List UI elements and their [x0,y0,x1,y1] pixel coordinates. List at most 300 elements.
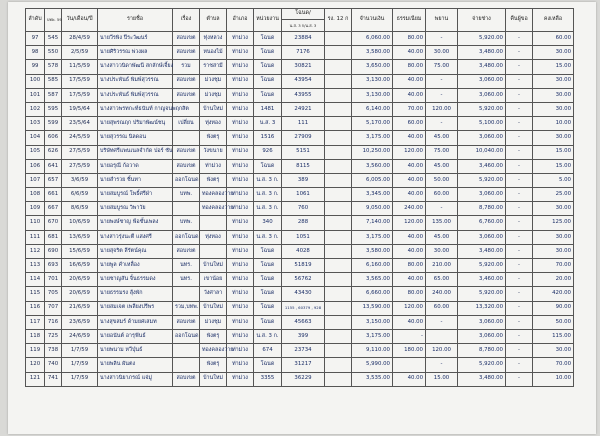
header-order: ลำดับ [26,9,45,32]
subject-cell: นทร. [173,273,200,287]
misc-cell: 15.00 [426,372,458,386]
tambon-cell [200,244,227,258]
balance-cell: 15.00 [533,145,574,159]
fee-cell: 120.00 [393,301,426,315]
tambon-cell: พังตรุ [200,131,227,145]
amphoe-cell: ท่าม่วง [227,74,254,88]
tambon-cell: วังขนาย [200,145,227,159]
date-cell: 24/6/59 [62,329,98,343]
amphoe-cell: ท่าม่วง [227,32,254,46]
name-cell: นางสาววนิดาพัฒนี สกลักษ์เจี้ยง [98,60,173,74]
header-status: คืนผู้ขอ [506,9,533,32]
tambon-cell: ทองคลองวาย [200,344,227,358]
row-number: 118 [26,329,45,343]
amount-cell: 13,590.00 [352,301,393,315]
subject-cell: สอบเขต [173,74,200,88]
deed-cell: 43954 [282,74,325,88]
balance-cell: 30.00 [533,230,574,244]
misc-cell: 120.00 [426,102,458,116]
header-date: วัน/เดือน/ปี [62,9,98,32]
balance-cell: 50.00 [533,315,574,329]
header-name: รายชื่อ [98,9,173,32]
fee-cell [393,358,426,372]
misc-cell: 45.00 [426,159,458,173]
table-row [26,273,574,287]
bill-number: 595 [45,102,62,116]
table-row [26,216,574,230]
bill-number: 667 [45,202,62,216]
date-cell: 1/7/59 [62,344,98,358]
balance-cell: 30.00 [533,74,574,88]
bill-number: 585 [45,74,62,88]
subject-cell: สอบเขต [173,46,200,60]
ref-cell [325,344,352,358]
fee-cell: 40.00 [393,230,426,244]
name-cell: นายพูล คำเหลื่อง [98,259,173,273]
paid-cell: 3,460.00 [458,159,506,173]
row-number: 97 [26,32,45,46]
deed-cell: 23734 [282,344,325,358]
misc-cell: - [426,358,458,372]
office-cell: โฉนด [254,159,282,173]
misc-cell: 120.00 [426,344,458,358]
paid-cell: 10,040.00 [458,145,506,159]
balance-cell: 125.00 [533,216,574,230]
fee-cell: 40.00 [393,88,426,102]
status-cell: - [506,32,533,46]
deed-cell: 56762 [282,273,325,287]
tambon-cell: ม่วงชุม [200,74,227,88]
status-cell: - [506,46,533,60]
name-cell: นายวีรพิง ปีระวัฒนร์ [98,32,173,46]
paid-cell: 3,060.00 [458,188,506,202]
misc-cell: 135.00 [426,216,458,230]
table-row [26,188,574,202]
tambon-cell: ทุ่งหลวง [200,32,227,46]
header-deed-top: โฉนด/ [282,9,325,20]
bill-number: 740 [45,358,62,372]
office-cell: โฉนด [254,358,282,372]
status-cell: - [506,202,533,216]
date-cell: 27/5/59 [62,159,98,173]
misc-cell: 65.00 [426,273,458,287]
status-cell: - [506,216,533,230]
fee-cell: 180.00 [393,344,426,358]
row-number: 105 [26,145,45,159]
misc-cell: 30.00 [426,46,458,60]
paid-cell: 6,760.00 [458,216,506,230]
balance-cell: 30.00 [533,131,574,145]
deed-cell: 23884 [282,32,325,46]
deed-cell: 43955 [282,88,325,102]
amount-cell: 3,130.00 [352,74,393,88]
status-cell: - [506,88,533,102]
amphoe-cell: ท่าม่วง [227,216,254,230]
office-cell: น.ส. 3 ก. [254,188,282,202]
tambon-cell [200,216,227,230]
subject-cell [173,344,200,358]
header-balance: คงเหลือ [533,9,574,32]
amount-cell: 3,535.00 [352,372,393,386]
ref-cell [325,372,352,386]
misc-cell: 50.00 [426,173,458,187]
amount-cell: 5,170.00 [352,117,393,131]
status-cell: - [506,329,533,343]
header-fee: ธรรมเนียม [393,9,426,32]
balance-cell: 70.00 [533,259,574,273]
tambon-cell: วังศาลา [200,287,227,301]
row-number: 110 [26,216,45,230]
misc-cell [426,329,458,343]
status-cell: - [506,230,533,244]
office-cell: โฉนด [254,301,282,315]
row-number: 120 [26,358,45,372]
date-cell: 17/5/59 [62,88,98,102]
date-cell: 27/5/59 [62,145,98,159]
amphoe-cell: ท่าม่วง [227,60,254,74]
name-cell: บริษัทศรีแพนเนลจำกัด ปอร์ ชัน [98,145,173,159]
balance-cell: 25.00 [533,188,574,202]
amphoe-cell: ท่าม่วง [227,173,254,187]
paid-cell: 5,920.00 [458,32,506,46]
header-paid: จ่ายช่าง [458,9,506,32]
status-cell: - [506,173,533,187]
amount-cell: 10,250.00 [352,145,393,159]
office-cell: น.ส. 3 ก. [254,202,282,216]
office-cell: 1481 [254,102,282,116]
name-cell: นายสมบูรณ์ โพธิ์ศรีฝ่า [98,188,173,202]
date-cell: 21/6/59 [62,301,98,315]
bill-number: 657 [45,173,62,187]
office-cell: 926 [254,145,282,159]
paid-cell: 3,060.00 [458,329,506,343]
fee-cell: 40.00 [393,131,426,145]
status-cell: - [506,117,533,131]
deed-cell: 288 [282,216,325,230]
bill-number: 693 [45,259,62,273]
table-row [26,244,574,258]
row-number: 114 [26,273,45,287]
fee-cell: - [393,329,426,343]
ref-cell [325,60,352,74]
amphoe-cell: ท่าม่วง [227,117,254,131]
tambon-cell: ทองคลองวาย [200,188,227,202]
date-cell: 1/7/59 [62,358,98,372]
amount-cell: 3,560.00 [352,159,393,173]
office-cell: 3355 [254,372,282,386]
row-number: 104 [26,131,45,145]
misc-cell: 45.00 [426,131,458,145]
subject-cell: นทร. [173,259,200,273]
name-cell: นายธรรมรง สุ้งพัก [98,287,173,301]
paid-cell: 8,780.00 [458,344,506,358]
date-cell: 24/5/59 [62,131,98,145]
balance-cell: 115.00 [533,329,574,343]
ref-cell [325,131,352,145]
deed-cell: 1155 , 60379 , 928 [282,301,325,315]
amount-cell: 6,005.00 [352,173,393,187]
ref-cell [325,145,352,159]
table-row [26,74,574,88]
bill-number: 690 [45,244,62,258]
name-cell: นายพลิน ผันตง [98,358,173,372]
ref-cell [325,244,352,258]
row-number: 109 [26,202,45,216]
header-amphoe: อำเภอ [227,9,254,32]
table-row [26,329,574,343]
subject-cell [173,287,200,301]
fee-cell: 80.00 [393,259,426,273]
amount-cell: 9,110.00 [352,344,393,358]
ledger-page [8,2,596,434]
office-cell: โฉนด [254,259,282,273]
subject-cell: สอบเขต [173,159,200,173]
header-bill: บทพ. 59 [45,9,62,32]
office-cell: โฉนด [254,32,282,46]
tambon-cell: บ้านใหม่ [200,372,227,386]
ref-cell [325,315,352,329]
amount-cell: 3,130.00 [352,88,393,102]
name-cell: นางสาวนิยาภรณ์ แจ่มู่ [98,372,173,386]
amount-cell: 6,160.00 [352,259,393,273]
balance-cell: 30.00 [533,46,574,60]
amount-cell: 5,990.00 [352,358,393,372]
table-row [26,315,574,329]
subject-cell: รวม [173,60,200,74]
status-cell: - [506,159,533,173]
deed-cell: 5151 [282,145,325,159]
office-cell: น.ส. 3 [254,117,282,131]
paid-cell: 5,920.00 [458,358,506,372]
bill-number: 606 [45,131,62,145]
header-subject: เรื่อง [173,9,200,32]
table-row [26,230,574,244]
amphoe-cell: ท่าม่วง [227,102,254,116]
deed-cell: 36229 [282,372,325,386]
amount-cell: 3,580.00 [352,244,393,258]
date-cell: 28/4/59 [62,32,98,46]
office-cell: โฉนด [254,244,282,258]
deed-cell: 43430 [282,287,325,301]
date-cell: 11/5/59 [62,60,98,74]
status-cell: - [506,60,533,74]
misc-cell: 210.00 [426,259,458,273]
office-cell: โฉนด [254,273,282,287]
subject-cell: รวม,บทพ. [173,301,200,315]
balance-cell: 90.00 [533,301,574,315]
fee-cell: 40.00 [393,46,426,60]
row-number: 117 [26,315,45,329]
ref-cell [325,230,352,244]
amphoe-cell: ท่าม่วง [227,159,254,173]
ref-cell [325,173,352,187]
paid-cell: 8,780.00 [458,202,506,216]
ref-cell [325,202,352,216]
fee-cell: 80.00 [393,60,426,74]
tambon-cell: หนองไม้ [200,46,227,60]
row-number: 112 [26,244,45,258]
date-cell: 23/5/64 [62,117,98,131]
status-cell: - [506,315,533,329]
row-number: 103 [26,117,45,131]
ref-cell [325,329,352,343]
office-cell: 340 [254,216,282,230]
subject-cell: เปลี่ยน [173,117,200,131]
ref-cell [325,216,352,230]
subject-cell: สอบเขต [173,145,200,159]
date-cell: 23/6/59 [62,315,98,329]
fee-cell: 40.00 [393,315,426,329]
row-number: 102 [26,102,45,116]
amphoe-cell: ท่าม่วง [227,329,254,343]
amount-cell: 6,140.00 [352,102,393,116]
deed-cell: 27909 [282,131,325,145]
row-number: 98 [26,46,45,60]
amount-cell: 3,150.00 [352,315,393,329]
name-cell: นายชาญสัน จิ้นธรรมดง [98,273,173,287]
row-number: 108 [26,188,45,202]
table-row [26,32,574,46]
tambon-cell: บ้านใหม่ [200,301,227,315]
deed-cell: 1061 [282,188,325,202]
amount-cell: 3,175.00 [352,230,393,244]
bill-number: 716 [45,315,62,329]
subject-cell [173,131,200,145]
subject-cell: ออกโฉนด [173,230,200,244]
misc-cell: 45.00 [426,230,458,244]
ref-cell [325,32,352,46]
status-cell: - [506,372,533,386]
fee-cell: 240.00 [393,202,426,216]
subject-cell: บทพ. [173,216,200,230]
amphoe-cell: ท่าม่วง [227,372,254,386]
ref-cell [325,287,352,301]
name-cell: นายสุพรณฤก ปริมาพัฒน์ชนุ [98,117,173,131]
deed-cell: 30821 [282,60,325,74]
table-row [26,372,574,386]
tambon-cell: พังตรุ [200,358,227,372]
paid-cell: 13,320.00 [458,301,506,315]
office-cell: โฉนด [254,74,282,88]
status-cell: - [506,74,533,88]
fee-cell: 120.00 [393,216,426,230]
bill-number: 641 [45,159,62,173]
bill-number: 707 [45,301,62,315]
header-amount: จำนวนเงิน [352,9,393,32]
office-cell: โฉนด [254,315,282,329]
office-cell: น.ส. 3 ก. [254,329,282,343]
misc-cell: - [426,74,458,88]
amphoe-cell: ท่าม่วง [227,287,254,301]
amount-cell: 3,345.00 [352,188,393,202]
paid-cell: 5,920.00 [458,259,506,273]
paid-cell: 3,060.00 [458,315,506,329]
subject-cell: ออกโฉนด [173,173,200,187]
status-cell: - [506,259,533,273]
bill-number: 545 [45,32,62,46]
amount-cell: 6,060.00 [352,32,393,46]
subject-cell: สอบเขต [173,88,200,102]
row-number: 107 [26,173,45,187]
tambon-cell: ทุ่งทอง [200,230,227,244]
amphoe-cell: ท่าม่วง [227,259,254,273]
balance-cell: 30.00 [533,244,574,258]
amount-cell: 3,650.00 [352,60,393,74]
bill-number: 661 [45,188,62,202]
misc-cell: - [426,88,458,102]
row-number: 113 [26,259,45,273]
date-cell: 20/6/59 [62,273,98,287]
misc-cell: - [426,117,458,131]
name-cell: นางประพันธ์ พิมพ์สุวรรณ [98,74,173,88]
status-cell: - [506,287,533,301]
tambon-cell: ม่วงชุม [200,88,227,102]
date-cell: 8/6/59 [62,202,98,216]
amount-cell: 6,660.00 [352,287,393,301]
subject-cell: บทพ. [173,188,200,202]
bill-number: 705 [45,287,62,301]
status-cell: - [506,344,533,358]
name-cell: นางประพันธ์ พิมพ์สุวรรณ [98,88,173,102]
paid-cell: 5,920.00 [458,102,506,116]
tambon-cell: บ้านใหม่ [200,102,227,116]
name-cell: นายสมเจต เพลียงปรีพร [98,301,173,315]
fee-cell: 40.00 [393,244,426,258]
balance-cell: 20.00 [533,273,574,287]
name-cell: นายสมบูรณ วิพาวัย [98,202,173,216]
fee-cell: 40.00 [393,74,426,88]
subject-cell: สอบเขต [173,372,200,386]
misc-cell: - [426,32,458,46]
balance-cell: 420.00 [533,287,574,301]
table-row [26,88,574,102]
ref-cell [325,46,352,60]
table-row [26,358,574,372]
fee-cell: 40.00 [393,372,426,386]
balance-cell: 10.00 [533,372,574,386]
amphoe-cell: ท่าม่วง [227,358,254,372]
table-row [26,301,574,315]
ref-cell [325,117,352,131]
balance-cell: 10.00 [533,117,574,131]
row-number: 119 [26,344,45,358]
misc-cell: 60.00 [426,301,458,315]
paid-cell: 3,480.00 [458,244,506,258]
bill-number: 550 [45,46,62,60]
amphoe-cell: ท่าม่วง [227,88,254,102]
balance-cell: 30.00 [533,88,574,102]
name-cell: นางสุขสมร์ ด้ามยศเสมท [98,315,173,329]
bill-number: 701 [45,273,62,287]
header-deed-sub: น.ส. 3 ก/น.ส. 3 [282,20,325,32]
fee-ledger-table [25,8,574,387]
ref-cell [325,259,352,273]
fee-cell: 80.00 [393,32,426,46]
deed-cell: 399 [282,329,325,343]
table-row [26,202,574,216]
name-cell: นายพงษ์ชาญ ฟ้อชั้นเพลง [98,216,173,230]
deed-cell: 24921 [282,102,325,116]
bill-number: 725 [45,329,62,343]
amount-cell: 7,140.00 [352,216,393,230]
fee-cell: 40.00 [393,159,426,173]
tambon-cell: เขาน้อย [200,273,227,287]
deed-cell: 31217 [282,358,325,372]
deed-cell: 8115 [282,159,325,173]
fee-cell: 40.00 [393,188,426,202]
status-cell: - [506,358,533,372]
ledger-body [26,32,574,387]
